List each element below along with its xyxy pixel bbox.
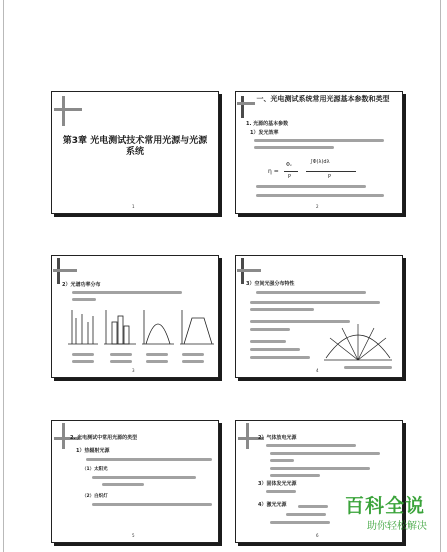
text-line [146,353,168,356]
slide-subheading: （1）太阳光 [82,467,108,472]
slide-heading: 一、光电测试系统常用光源基本参数和类型 [256,95,390,103]
slide-cross-decoration [62,423,65,449]
slide-thumbnail-2[interactable] [235,91,403,214]
slide-thumbnail-4[interactable] [235,255,403,378]
text-line [270,452,380,455]
formula-integral: ∫Φ(λ)dλ [310,159,330,165]
slide-cross-decoration [62,96,65,126]
text-line [182,360,204,363]
page-number: 6 [316,533,319,538]
text-line [250,301,380,304]
slide-thumbnail-5[interactable] [51,420,219,543]
text-line [250,348,300,351]
text-line [256,194,384,197]
formula-p: P [328,174,332,180]
slide-subheading: 1. 光源的基本参数 [246,121,289,127]
text-line [250,328,290,331]
text-line [254,139,384,142]
text-line [266,444,356,447]
slide-cross-decoration [237,269,261,272]
text-line [92,503,212,506]
text-line [270,474,320,477]
text-line [266,490,296,493]
spectral-distribution-diagrams [66,304,216,349]
page-number: 4 [316,368,319,373]
page-right-border [440,0,441,552]
caption-line [344,366,392,369]
text-line [92,476,196,479]
text-line [286,513,326,516]
intensity-distribution-diagram [320,318,396,366]
formula-eta: η = [268,168,279,175]
text-line [298,505,328,508]
text-line [270,521,330,524]
page-number: 3 [132,368,135,373]
slide-heading: 2）光谱功率分布 [62,282,101,288]
text-line [110,353,132,356]
slide-heading: 3）空间光强分布特性 [246,281,295,287]
text-line [270,467,370,470]
text-line [72,360,94,363]
slide-cross-decoration [237,102,255,105]
text-line [250,308,314,311]
page-number: 5 [132,533,135,538]
slide-cross-decoration [54,108,82,111]
text-line [72,298,96,301]
text-line [254,146,334,149]
slide-cross-decoration [53,269,77,272]
page-left-border [3,0,4,552]
text-line [72,353,94,356]
text-line [250,340,286,343]
text-line [110,360,132,363]
slide-heading: 2. 光电测试中常用光源的类型 [70,435,138,441]
text-line [256,185,366,188]
slide-subheading: 4）激光光源 [258,502,287,508]
text-line [72,291,182,294]
page-number: 1 [132,204,135,209]
slide-thumbnail-3[interactable] [51,255,219,378]
slide-subheading: （2）白炽灯 [82,494,108,499]
fraction-bar [306,171,356,172]
fraction-bar [284,171,298,172]
slide-cross-decoration [241,96,244,118]
text-line [146,360,168,363]
slide-cross-decoration [246,423,249,449]
formula-p: P [288,174,292,180]
slide-title: 第3章 光电测试技术常用光源与光源系统 [62,136,208,158]
slide-subheading: 1）发光效率 [250,130,279,136]
watermark-slogan: 助你轻松解决 [367,521,427,532]
formula-phi: Φᵥ [286,162,293,168]
watermark-brand: 百科全说 [344,495,425,517]
page-number: 2 [316,204,319,209]
slide-heading: 2）气体放电光源 [258,435,297,441]
text-line [256,291,366,294]
slide-thumbnail-1[interactable] [51,91,219,214]
text-line [250,356,310,359]
text-line [270,459,294,462]
slide-subheading: 3）固体发光光源 [258,481,297,487]
text-line [86,458,212,461]
text-line [102,483,144,486]
slide-subheading: 1）热辐射光源 [76,448,110,454]
text-line [182,353,204,356]
